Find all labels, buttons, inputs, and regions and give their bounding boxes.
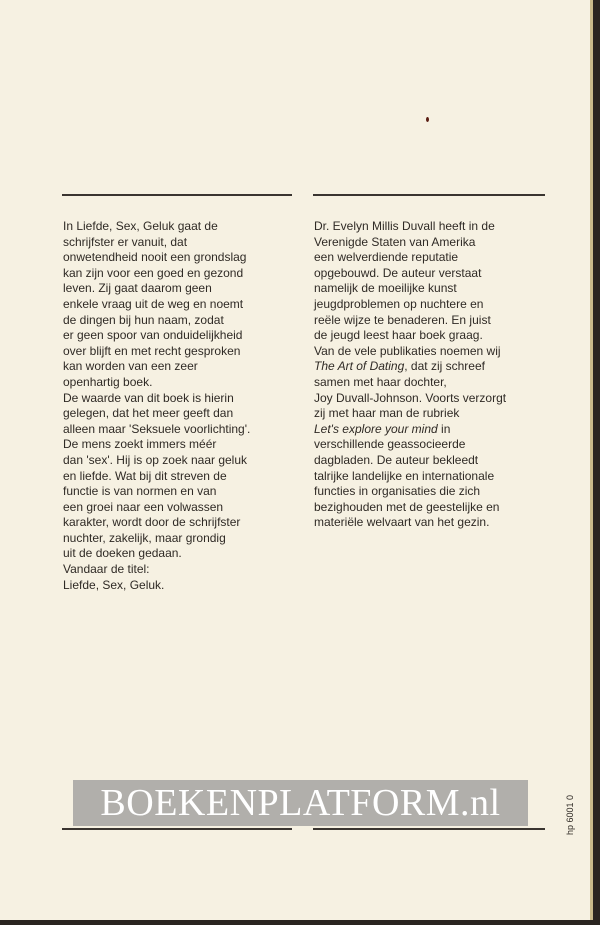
text-line [314,359,554,375]
text-line: functie is van normen en van [63,484,217,499]
text-line: materiële welvaart van het gezin. [314,515,490,530]
italic-title: The Art of Dating [314,359,405,374]
text-line: verschillende geassocieerde [314,437,466,452]
text-line: De waarde van dit boek is hierin [63,390,234,405]
catalog-code: hp 6001 0 [565,794,575,835]
text-line: enkele vraag uit de weg en noemt [63,296,244,311]
text-line: een welverdiende reputatie [314,250,459,265]
text-line: alleen maar 'Seksuele voorlichting'. [63,421,251,436]
divider-top-left [62,194,292,196]
text-line [314,422,554,438]
text-line: een groei naar een volwassen [63,499,224,514]
text-line: Dr. Evelyn Millis Duvall heeft in de [314,219,495,233]
divider-bottom-left [62,828,292,830]
text-line: dagbladen. De auteur bekleedt [314,452,479,467]
text-line: de jeugd leest haar boek graag. [314,328,483,343]
divider-bottom-right [313,828,545,830]
text-line: opgebouwd. De auteur verstaat [314,265,482,280]
text-line: schrijfster er vanuit, dat [63,234,188,249]
text-segment: in [437,421,451,436]
watermark-band [73,780,528,826]
text-line: onwetendheid nooit een grondslag [63,250,247,265]
text-line: en liefde. Wat bij dit streven de [63,468,227,483]
text-line: kan worden van een zeer [63,359,198,374]
text-line: Van de vele publikaties noemen wij [314,343,501,358]
text-line: jeugdproblemen op nuchtere en [314,296,484,311]
divider-top-right [313,194,545,196]
text-line: Liefde, Sex, Geluk. [63,577,165,592]
right-column-text [314,219,554,531]
text-line: gelegen, dat het meer geeft dan [63,406,234,421]
text-line: zij met haar man de rubriek [314,406,460,421]
text-line: de dingen bij hun naam, zodat [63,312,224,327]
text-line: De mens zoekt immers méér [63,437,217,452]
text-line: namelijk de moeilijke kunst [314,281,457,296]
text-line: bezighouden met de geestelijke en [314,499,500,514]
text-line: samen met haar dochter, [314,374,447,389]
text-line: reële wijze te benaderen. En juist [314,312,491,327]
text-line: Vandaar de titel: [63,562,150,577]
italic-title: Let's explore your mind [314,421,438,436]
text-line: Verenigde Staten van Amerika [314,234,476,249]
text-line: nuchter, zakelijk, maar grondig [63,530,226,545]
text-line: over blijft en met recht gesproken [63,343,241,358]
text-line: In Liefde, Sex, Geluk gaat de [63,219,218,233]
text-line: leven. Zij gaat daarom geen [63,281,212,296]
text-line: karakter, wordt door de schrijfster [63,515,241,530]
text-line: openhartig boek. [63,374,153,389]
text-line: uit de doeken gedaan. [63,546,182,561]
left-column-text [63,219,303,593]
text-line: talrijke landelijke en internationale [314,468,495,483]
ink-speck [426,117,429,122]
text-line: dan 'sex'. Hij is op zoek naar geluk [63,452,248,467]
text-segment: , dat zij schreef [404,359,485,374]
text-line: functies in organisaties die zich [314,484,481,499]
text-line: kan zijn voor een goed en gezond [63,265,244,280]
watermark-text: BOEKENPLATFORM.nl [100,782,501,824]
text-line: Joy Duvall-Johnson. Voorts verzorgt [314,390,507,405]
text-line: er geen spoor van onduidelijkheid [63,328,243,343]
